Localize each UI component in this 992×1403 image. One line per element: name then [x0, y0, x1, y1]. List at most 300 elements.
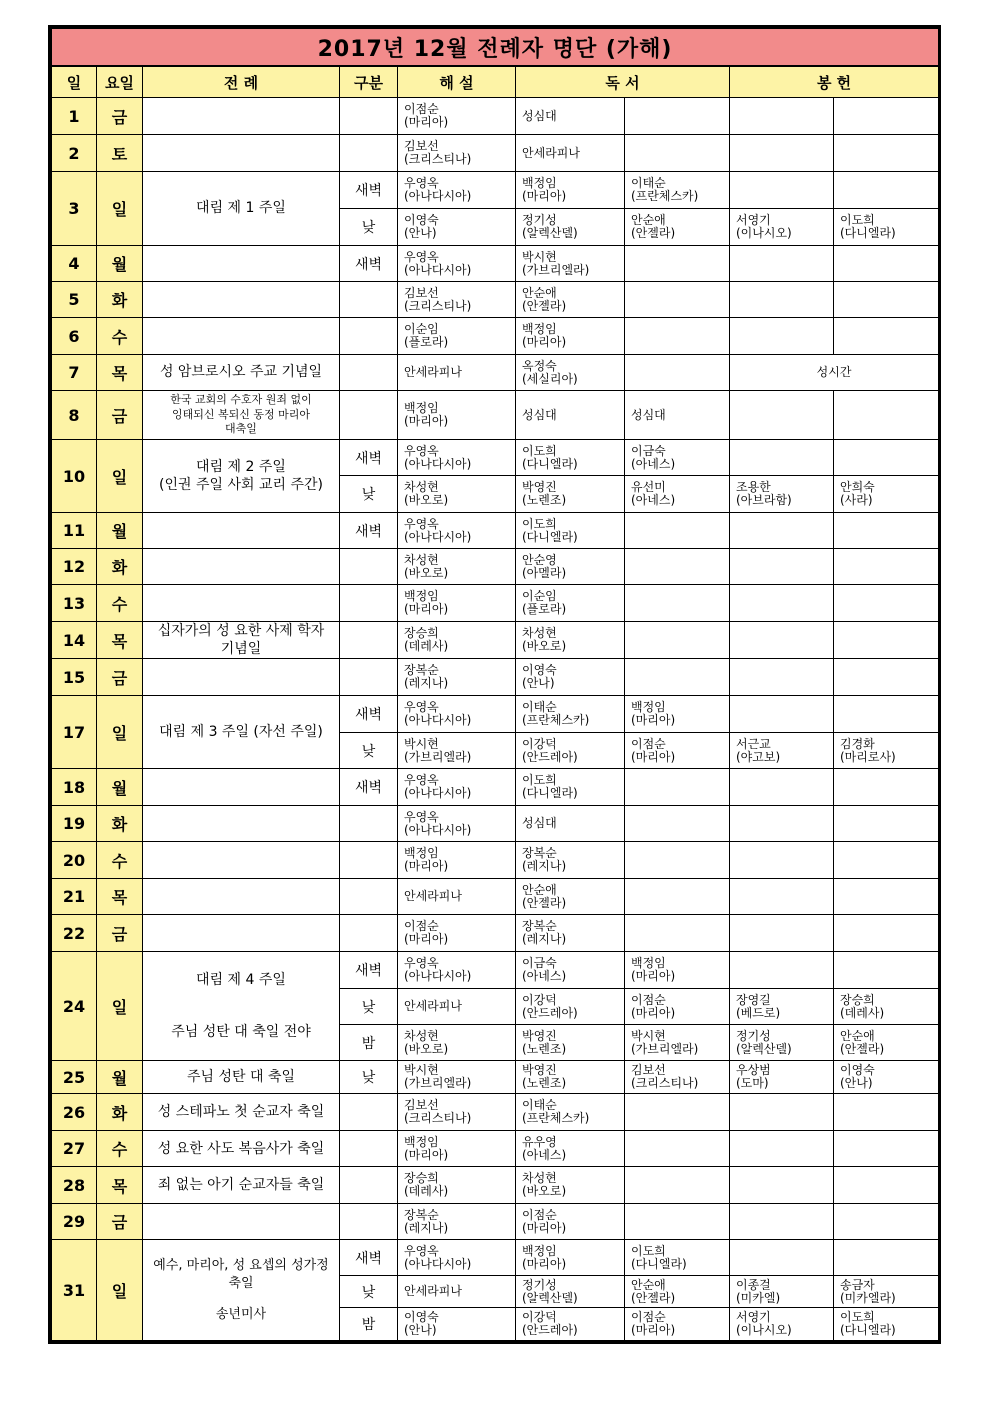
person-line: 김보선: [404, 285, 439, 300]
person-cell: [834, 1204, 939, 1240]
person-line: (프란체스카): [631, 189, 699, 203]
liturgy-line: 예수, 마리아, 성 요셉의 성가정: [153, 1258, 329, 1274]
person-cell: [516, 172, 625, 209]
person-line: 이강덕: [522, 992, 557, 1007]
day-cell: 28: [52, 1167, 97, 1204]
person-cell: [730, 952, 834, 989]
day-cell: 19: [52, 806, 97, 842]
person-line: (미카엘라): [840, 1290, 896, 1305]
person-line: 서영기: [736, 213, 771, 227]
person-line: 조용한: [736, 480, 771, 494]
weekday-cell: 목: [97, 622, 143, 659]
person-line: 안순애: [840, 1028, 875, 1043]
person-cell: [625, 769, 730, 806]
person-line: 이점순: [631, 1310, 666, 1325]
person-line: (아나다시아): [404, 786, 472, 801]
table-row: [52, 659, 939, 696]
person-cell: [398, 513, 516, 549]
person-cell: [730, 391, 834, 440]
person-line: 이영숙: [522, 663, 557, 678]
person-cell: [398, 1061, 516, 1094]
person-cell: [625, 1276, 730, 1308]
person-line: 우영옥: [404, 516, 439, 531]
person-cell: [834, 1167, 939, 1204]
day-cell: 6: [52, 318, 97, 355]
person-cell: [834, 915, 939, 952]
person-line: 백정임: [404, 1134, 439, 1149]
person-line: (플로라): [404, 335, 449, 349]
person-cell: [516, 282, 625, 318]
person-line: 안순애: [631, 213, 666, 227]
person-line: 장복순: [522, 919, 557, 934]
person-line: (가브리엘라): [404, 1076, 472, 1091]
liturgy-cell: [143, 98, 340, 135]
person-line: (마리로사): [840, 749, 896, 764]
person-line: (데레사): [404, 1184, 449, 1199]
person-line: (마리아): [631, 969, 676, 984]
person-line: (알렉산델): [522, 1290, 578, 1305]
person-cell: [730, 440, 834, 476]
person-cell: [730, 1094, 834, 1131]
table-row: [52, 1061, 939, 1094]
person-line: 우영옥: [404, 700, 439, 715]
liturgy-line: 대축일: [225, 422, 257, 436]
liturgy-line: 죄 없는 아기 순교자들 축일: [157, 1177, 325, 1194]
person-cell: [516, 1025, 625, 1061]
person-cell: [398, 769, 516, 806]
person-line: (아나다시아): [404, 969, 472, 984]
liturgy-line: 잉태되신 복되신 동정 마리아: [171, 407, 310, 421]
person-cell: [625, 1204, 730, 1240]
person-cell: [516, 1308, 625, 1341]
person-cell: [398, 1276, 516, 1308]
person-line: 이종걸: [736, 1277, 771, 1292]
person-cell: [625, 391, 730, 440]
person-line: 박시현: [404, 736, 439, 751]
person-line: (다니엘라): [840, 226, 896, 240]
person-line: (레지나): [404, 676, 449, 691]
person-line: (레지나): [404, 1220, 449, 1235]
person-line: (노렌조): [522, 493, 567, 507]
person-cell: [834, 1094, 939, 1131]
person-cell: [516, 989, 625, 1025]
liturgy-line: 주님 성탄 대 축일 전야: [171, 1024, 311, 1041]
person-line: 백정임: [404, 589, 439, 603]
weekday-cell: 금: [97, 659, 143, 696]
person-cell: [398, 355, 516, 391]
table-row: [52, 440, 939, 476]
person-cell: [625, 476, 730, 513]
person-cell: [398, 476, 516, 513]
person-cell: [625, 952, 730, 989]
person-line: (노렌조): [522, 1076, 567, 1091]
liturgy-cell: [143, 769, 340, 806]
person-line: 이점순: [404, 919, 439, 934]
person-line: 정기성: [736, 1028, 771, 1043]
person-cell: [516, 549, 625, 585]
person-cell: [398, 391, 516, 440]
day-cell: 2: [52, 135, 97, 172]
person-cell: [625, 282, 730, 318]
liturgy-cell: [143, 1240, 340, 1341]
person-line: 김보선: [631, 1063, 666, 1078]
header-offering: 봉 헌: [730, 66, 939, 98]
person-line: 안희숙: [840, 480, 875, 494]
person-cell: [398, 952, 516, 989]
person-cell: [398, 209, 516, 246]
division-cell: 낮: [340, 1276, 398, 1308]
weekday-cell: 수: [97, 318, 143, 355]
person-line: 이도희: [522, 773, 557, 788]
division-cell: [340, 842, 398, 879]
person-line: 이영숙: [840, 1063, 875, 1078]
header-weekday: 요일: [97, 66, 143, 98]
header-day: 일: [52, 66, 97, 98]
table-row: [52, 513, 939, 549]
liturgy-line: 십자가의 성 요한 사제 학자: [157, 623, 325, 639]
person-line: (아나다시아): [404, 262, 472, 277]
page-title: 2017년 12월 전례자 명단 (가해): [52, 29, 939, 67]
person-cell: [730, 1131, 834, 1167]
person-cell: [516, 135, 625, 172]
header-liturgy: 전 례: [143, 66, 340, 98]
liturgy-line: 주님 성탄 대 축일: [186, 1069, 296, 1086]
person-line: (아네스): [631, 493, 676, 507]
person-cell: [625, 1131, 730, 1167]
person-line: (마리아): [522, 189, 567, 203]
person-line: 백정임: [522, 1243, 557, 1258]
person-cell: [516, 769, 625, 806]
person-line: 성심대: [522, 108, 557, 123]
liturgy-cell: [143, 355, 340, 391]
person-cell: [834, 440, 939, 476]
person-cell: [730, 1276, 834, 1308]
person-line: (가브리엘라): [404, 749, 472, 764]
table-row: [52, 355, 939, 391]
person-cell: [398, 1131, 516, 1167]
person-cell: [625, 879, 730, 915]
person-line: 이순임: [404, 322, 439, 336]
day-cell: 1: [52, 98, 97, 135]
division-cell: 새벽: [340, 440, 398, 476]
table-row: [52, 806, 939, 842]
person-cell: [516, 209, 625, 246]
person-line: (알렉산델): [522, 226, 578, 240]
person-cell: [398, 1025, 516, 1061]
person-line: (마리아): [522, 1220, 567, 1235]
person-cell: [625, 355, 730, 391]
person-cell: [834, 696, 939, 733]
liturgy-cell: [143, 806, 340, 842]
person-cell: [730, 282, 834, 318]
person-line: 박영진: [522, 1028, 557, 1043]
person-cell: [730, 135, 834, 172]
person-cell: [730, 1025, 834, 1061]
person-cell: [398, 1308, 516, 1341]
person-cell: [625, 246, 730, 282]
person-line: (가브리엘라): [631, 1041, 699, 1056]
person-line: 이도희: [631, 1243, 666, 1258]
liturgy-cell: [143, 440, 340, 513]
division-cell: 새벽: [340, 769, 398, 806]
person-line: (이나시오): [736, 1323, 792, 1338]
person-line: 이도희: [522, 516, 557, 531]
table-row: [52, 769, 939, 806]
table-row: [52, 1094, 939, 1131]
person-cell: [730, 585, 834, 622]
person-cell: [516, 1061, 625, 1094]
person-cell: [516, 806, 625, 842]
liturgy-cell: [143, 659, 340, 696]
person-cell: [834, 246, 939, 282]
person-line: (아나다시아): [404, 456, 472, 471]
person-cell: [834, 1308, 939, 1341]
person-line: 서근교: [736, 736, 771, 751]
table-row: [52, 1240, 939, 1276]
person-cell: [730, 806, 834, 842]
table-row: [52, 696, 939, 733]
person-cell: [516, 1094, 625, 1131]
person-line: 이점순: [522, 1207, 557, 1222]
person-cell: [730, 209, 834, 246]
division-cell: [340, 659, 398, 696]
person-cell: [730, 172, 834, 209]
division-cell: [340, 585, 398, 622]
weekday-cell: 월: [97, 1061, 143, 1094]
person-cell: [730, 622, 834, 659]
division-cell: [340, 135, 398, 172]
day-cell: 11: [52, 513, 97, 549]
table-row: [52, 842, 939, 879]
liturgy-cell: [143, 585, 340, 622]
person-line: (알렉산델): [736, 1041, 792, 1056]
person-cell: [625, 659, 730, 696]
day-cell: 10: [52, 440, 97, 513]
person-cell: [398, 1167, 516, 1204]
person-line: 정기성: [522, 213, 557, 227]
person-line: 서영기: [736, 1310, 771, 1325]
person-cell: [625, 209, 730, 246]
day-cell: 27: [52, 1131, 97, 1167]
person-line: (안나): [840, 1076, 873, 1091]
person-line: (노렌조): [522, 1041, 567, 1056]
person-cell: [625, 1061, 730, 1094]
person-line: (마리아): [404, 414, 449, 428]
liturgy-line: 대림 제 4 주일: [196, 972, 286, 989]
person-line: (다니엘라): [522, 529, 578, 544]
person-line: 백정임: [522, 322, 557, 336]
person-line: (아나다시아): [404, 1256, 472, 1271]
person-line: 안순영: [522, 552, 557, 567]
person-cell: [516, 622, 625, 659]
header-reading: 독 서: [516, 66, 730, 98]
person-line: 우상범: [736, 1063, 771, 1078]
division-cell: [340, 549, 398, 585]
person-cell: [834, 318, 939, 355]
person-line: (아멜라): [522, 565, 567, 580]
liturgy-cell: [143, 1061, 340, 1094]
person-line: (크리스티나): [631, 1076, 699, 1091]
table-row: [52, 915, 939, 952]
person-line: (바오로): [522, 1184, 567, 1199]
person-line: 김경화: [840, 736, 875, 751]
person-cell: [625, 585, 730, 622]
person-cell: [625, 513, 730, 549]
person-line: (안젤라): [631, 1290, 676, 1305]
person-cell: [398, 879, 516, 915]
weekday-cell: 화: [97, 549, 143, 585]
person-line: 김보선: [404, 1098, 439, 1113]
person-line: (마리아): [404, 115, 449, 129]
liturgy-cell: [143, 1167, 340, 1204]
person-cell: [516, 696, 625, 733]
division-cell: [340, 1167, 398, 1204]
person-line: 박시현: [631, 1028, 666, 1043]
person-cell: [516, 1204, 625, 1240]
person-line: 이도희: [522, 443, 557, 458]
day-cell: 3: [52, 172, 97, 246]
person-line: 박시현: [404, 1063, 439, 1078]
person-line: 우영옥: [404, 249, 439, 264]
person-line: (크리스티나): [404, 152, 472, 166]
person-cell: [398, 659, 516, 696]
person-cell: [834, 806, 939, 842]
person-line: 안순애: [522, 285, 557, 300]
person-line: 안세라피나: [404, 889, 462, 904]
person-line: 차성현: [404, 1028, 439, 1043]
liturgy-cell: [143, 246, 340, 282]
person-line: (안젤라): [522, 298, 567, 313]
offering-cell: 성시간: [730, 355, 939, 391]
person-cell: [625, 1240, 730, 1276]
person-line: 이점순: [631, 992, 666, 1007]
person-line: (데레사): [840, 1005, 885, 1020]
person-line: 이영숙: [404, 213, 439, 227]
liturgy-line: 송년미사: [215, 1307, 267, 1323]
person-cell: [834, 476, 939, 513]
division-cell: [340, 1094, 398, 1131]
person-cell: [398, 915, 516, 952]
person-cell: [834, 1240, 939, 1276]
person-cell: [834, 209, 939, 246]
table-row: [52, 549, 939, 585]
person-line: (안나): [522, 676, 555, 691]
person-line: 이강덕: [522, 736, 557, 751]
person-cell: [516, 1276, 625, 1308]
person-cell: [834, 172, 939, 209]
person-cell: [398, 806, 516, 842]
person-cell: [625, 440, 730, 476]
person-line: (아나다시아): [404, 529, 472, 544]
person-cell: [625, 318, 730, 355]
person-cell: [398, 98, 516, 135]
day-cell: 8: [52, 391, 97, 440]
division-cell: 낮: [340, 476, 398, 513]
person-line: 안세라피나: [404, 365, 462, 379]
person-cell: [730, 98, 834, 135]
person-cell: [398, 172, 516, 209]
person-cell: [625, 842, 730, 879]
person-line: (아네스): [522, 1147, 567, 1162]
person-cell: [730, 842, 834, 879]
liturgy-cell: [143, 952, 340, 1061]
person-line: 장승희: [840, 992, 875, 1007]
person-line: (미카엘): [736, 1290, 781, 1305]
person-cell: [834, 135, 939, 172]
person-line: 이점순: [404, 102, 439, 116]
day-cell: 12: [52, 549, 97, 585]
person-line: (다니엘라): [631, 1256, 687, 1271]
person-cell: [398, 696, 516, 733]
person-line: 백정임: [522, 176, 557, 190]
division-cell: [340, 1131, 398, 1167]
liturgy-cell: [143, 622, 340, 659]
liturgy-cell: [143, 135, 340, 172]
person-cell: [834, 1061, 939, 1094]
person-line: 우영옥: [404, 809, 439, 824]
person-line: (안젤라): [840, 1041, 885, 1056]
person-line: (마리아): [404, 932, 449, 947]
person-line: 장복순: [404, 663, 439, 678]
person-line: 이금숙: [522, 956, 557, 971]
division-cell: 새벽: [340, 513, 398, 549]
person-cell: [730, 915, 834, 952]
person-line: (아나다시아): [404, 713, 472, 728]
table-row: [52, 952, 939, 989]
person-line: 장승희: [404, 1171, 439, 1186]
person-cell: [625, 1308, 730, 1341]
person-cell: [516, 952, 625, 989]
liturgy-cell: [143, 282, 340, 318]
header-commentary: 해 설: [398, 66, 516, 98]
weekday-cell: 월: [97, 769, 143, 806]
division-cell: 낮: [340, 209, 398, 246]
liturgy-cell: [143, 1204, 340, 1240]
person-line: 이태순: [631, 176, 666, 190]
person-cell: [834, 733, 939, 769]
person-cell: [730, 769, 834, 806]
person-line: 차성현: [404, 552, 439, 567]
weekday-cell: 월: [97, 246, 143, 282]
person-line: 장복순: [404, 1207, 439, 1222]
person-line: 정기성: [522, 1277, 557, 1292]
person-cell: [625, 1094, 730, 1131]
person-line: (안나): [404, 226, 437, 240]
person-cell: [516, 1131, 625, 1167]
person-line: (다니엘라): [840, 1323, 896, 1338]
person-line: (레지나): [522, 859, 567, 874]
person-cell: [516, 1167, 625, 1204]
person-line: (도마): [736, 1076, 769, 1091]
liturgy-cell: [143, 696, 340, 769]
person-line: 안세라피나: [522, 145, 580, 160]
person-cell: [398, 733, 516, 769]
table-row: [52, 98, 939, 135]
person-cell: [834, 585, 939, 622]
liturgy-cell: [143, 318, 340, 355]
person-line: (안드레아): [522, 1323, 578, 1338]
person-cell: [730, 1308, 834, 1341]
table-row: [52, 1204, 939, 1240]
person-line: 백정임: [631, 700, 666, 715]
person-line: 이강덕: [522, 1310, 557, 1325]
weekday-cell: 화: [97, 1094, 143, 1131]
person-line: 이영숙: [404, 1310, 439, 1325]
person-cell: [730, 318, 834, 355]
table-row: [52, 135, 939, 172]
weekday-cell: 일: [97, 1240, 143, 1341]
day-cell: 22: [52, 915, 97, 952]
